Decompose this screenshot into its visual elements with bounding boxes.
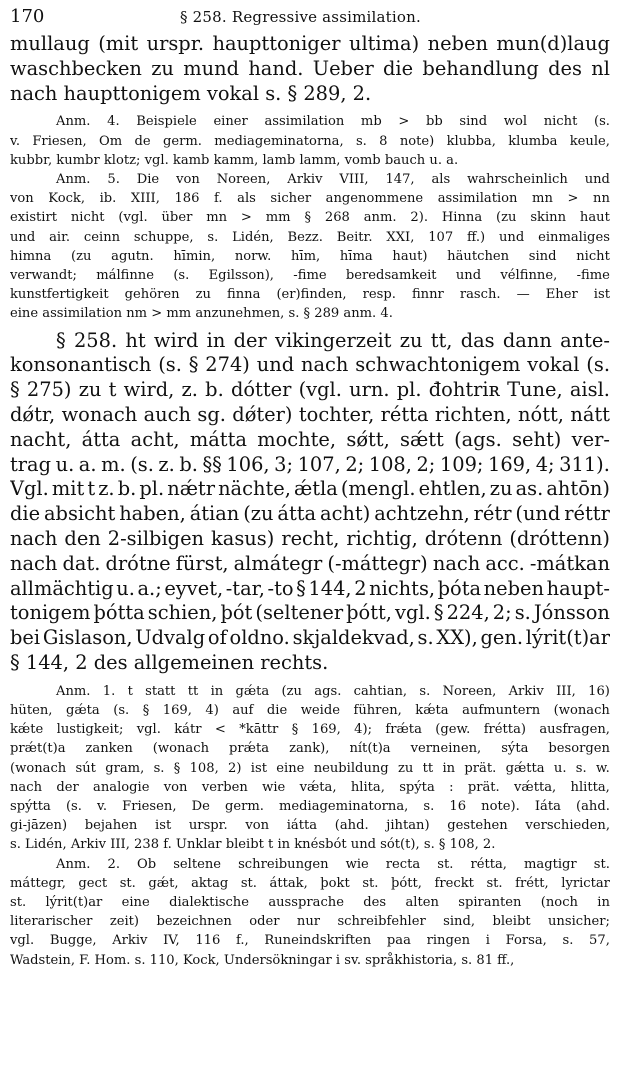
text-line: trag u. a. m. (s. z. b. §§ 106, 3; 107, 2; 108, 2; 109; 169, 4; 311).	[10, 452, 610, 476]
text-line: prǽt(t)a zanken (wonach prǽta zank), nít(t)a verneinen, sýta besorgen	[10, 741, 610, 757]
text-line: kubbr, kumbr klotz; vgl. kamb kamm, lamb lamm, vomb bauch u. a.	[10, 152, 459, 168]
text-line: und air. ceinn schuppe, s. Lidén, Bezz. Beitr. XXI, 107 ff.) und einmaliges	[10, 229, 610, 245]
text-line: verwandt; málfinne (s. Egilsson), -fime beredsamkeit und vélfinne, -fime	[10, 268, 610, 284]
text-line: nach dat. drótne fürst, almátegr (-máttegr) nach acc. -mátkan	[10, 551, 610, 575]
text-line: Wadstein, F. Hom. s. 110, Kock, Undersökningar i sv. språkhistoria, s. 81 ff.,	[10, 952, 515, 968]
text-line: v. Friesen, Om de germ. mediageminatorna, s. 8 note) klubba, klumba keule,	[10, 133, 610, 149]
page-number: 170	[10, 6, 45, 27]
text-line: (wonach sút gram, s. § 108, 2) ist eine neubildung zu tt in prät. gǽtta u. s. w.	[10, 760, 610, 776]
text-line: hüten, gǽta (s. § 169, 4) auf die weide führen, kǽta aufmuntern (wonach	[10, 702, 610, 718]
text-line: literarischer zeit) bezeichnen oder nur schreibfehler sind, bleibt unsicher;	[10, 914, 610, 930]
text-line: st. lýrit(t)ar eine dialektische aussprache des alten spiranten (noch in	[10, 895, 610, 911]
text-line: máttegr, gect st. gǽt, aktag st. áttak, þokt st. þótt, freckt st. frétt, lyrictar	[10, 875, 610, 891]
text-line: Anm. 1. t statt tt in gǽta (zu ags. cahtian, s. Noreen, Arkiv III, 16)	[56, 683, 610, 699]
text-line: die absicht haben, átian (zu átta acht) achtzehn, rétr (und réttr	[10, 502, 610, 526]
text-line: Anm. 5. Die von Noreen, Arkiv VIII, 147, als wahrscheinlich und	[56, 172, 610, 187]
page-header	[10, 6, 610, 32]
text-line: Anm. 2. Ob seltene schreibungen wie recta st. rétta, magtigr st.	[56, 856, 610, 872]
text-line: Anm. 4. Beispiele einer assimilation mb > bb sind wol nicht (s.	[56, 114, 610, 130]
text-line: himna (zu agutn. hīmin, norw. hīm, hīma haut) häutchen sind nicht	[10, 248, 610, 264]
text-line: Vgl. mit t z. b. pl. nǽtr nächte, ǽtla (mengl. ehtlen, zu as. ahtōn)	[10, 477, 610, 501]
text-line: spýtta (s. v. Friesen, De germ. mediageminatorna, s. 16 note). Iáta (ahd.	[10, 799, 610, 814]
section-258	[10, 329, 610, 676]
text-line: § 144, 2 des allgemeinen rechts.	[10, 650, 329, 674]
text-line: s. Lidén, Arkiv III, 238 f. Unklar bleibt t in knésbót und sót(t), s. § 108, 2.	[10, 837, 496, 853]
text-line: allmächtig u. a.; eyvet, -tar, -to § 144, 2 nichts, þóta neben haupt-	[10, 576, 610, 600]
text-line: existirt nicht (vgl. über mn > mm § 268 anm. 2). Hinna (zu skinn haut	[10, 210, 610, 226]
anmerkung-1	[10, 682, 610, 855]
text-line: nach den 2-silbigen kasus) recht, richtig, drótenn (dróttenn)	[10, 527, 610, 550]
text-line: gi-jāzen) bejahen ist urspr. von iátta (ahd. jihtan) gestehen verschieden,	[10, 818, 610, 834]
text-line: nacht, átta acht, mátta mochte, sǿtt, sǽtt (ags. seht) ver-	[10, 427, 610, 451]
text-line: konsonantisch (s. § 274) und nach schwachtonigem vokal (s.	[10, 353, 610, 377]
text-line: tonigem þótta schien, þót (seltener þótt, vgl. § 224, 2; s. Jónsson	[10, 601, 610, 625]
text-line: eine assimilation nm > mm anzunehmen, s. § 289 anm. 4.	[10, 306, 393, 322]
text-line: bei Gislason, Udvalg of oldno. skjaldekvad, s. XX), gen. lýrit(t)ar	[10, 626, 610, 650]
text-line: mullaug (mit urspr. haupttoniger ultima) neben mun(d)laug	[10, 32, 610, 55]
anmerkung-2	[10, 855, 610, 970]
text-line: kǽte lustigkeit; vgl. kátr < *kāttr § 169, 4); frǽta (gew. frétta) ausfragen,	[10, 722, 610, 738]
text-line: § 258. ht wird in der vikingerzeit zu tt, das dann ante-	[56, 328, 610, 352]
text-line: vgl. Bugge, Arkiv IV, 116 f., Runeindskriften paa ringen i Forsa, s. 57,	[10, 933, 610, 949]
text-line: kunstfertigkeit gehören zu finna (er)finden, resp. finnr rasch. — Eher ist	[10, 287, 610, 303]
anmerkung-4	[10, 112, 610, 170]
intro-paragraph	[10, 32, 610, 106]
text-line: nach haupttonigem vokal s. § 289, 2.	[10, 81, 372, 105]
text-line: nach der analogie von verben wie vǽta, hlita, spýta : prät. vǽtta, hlitta,	[10, 779, 610, 795]
page	[10, 6, 610, 970]
anmerkung-5	[10, 170, 610, 324]
running-title: § 258. Regressive assimilation.	[180, 8, 421, 26]
text-line: von Kock, ib. XIII, 186 f. als sicher angenommene assimilation mn > nn	[10, 191, 610, 207]
text-line: § 275) zu t wird, z. b. dótter (vgl. urn. pl. đohtriʀ Tune, aisl.	[10, 378, 610, 402]
text-line: waschbecken zu mund hand. Ueber die behandlung des nl	[10, 56, 610, 80]
text-line: dǿtr, wonach auch sg. dǿter) tochter, rétta richten, nótt, nátt	[10, 403, 610, 427]
